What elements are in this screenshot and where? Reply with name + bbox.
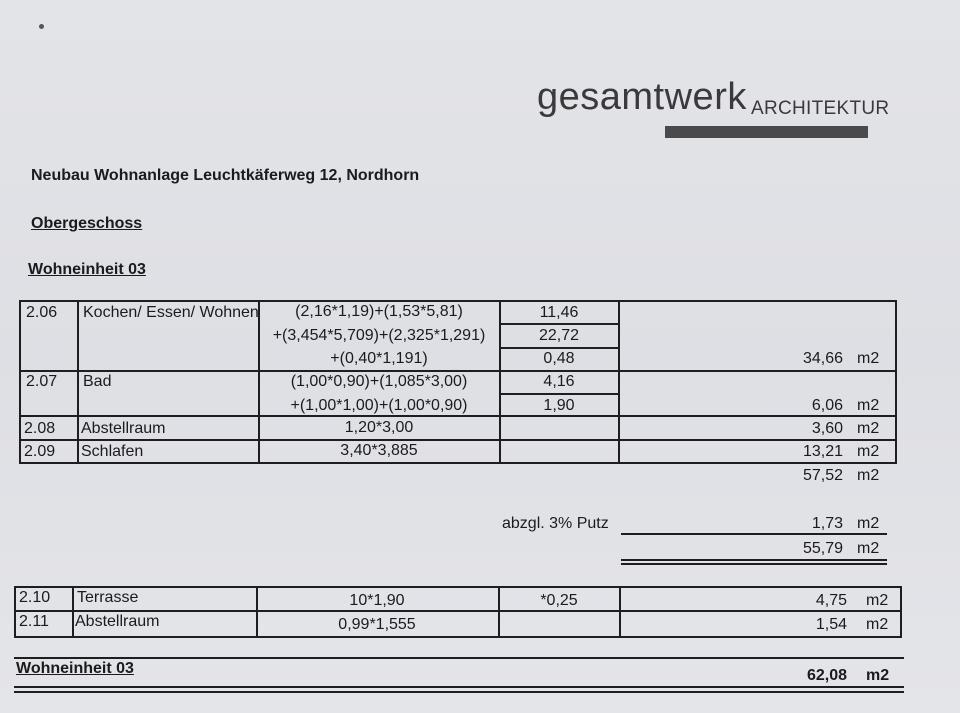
total-rule-top [14, 657, 904, 659]
formula: (1,00*0,90)+(1,085*3,00) [290, 373, 468, 390]
room-name: Bad [83, 373, 112, 390]
punch-dot [39, 24, 44, 29]
table-line [895, 300, 897, 464]
area-unit: m2 [866, 667, 890, 684]
room-area: 3,60 [811, 420, 843, 437]
area-unit: m2 [857, 515, 880, 532]
room-name: Terrasse [77, 589, 139, 606]
subtotal: 22,72 [538, 327, 580, 344]
room-name: Abstellraum [75, 613, 160, 630]
table-line [72, 586, 74, 638]
area-unit: m2 [866, 616, 889, 633]
logo-wordmark: gesamtwerk [537, 76, 747, 118]
formula: +(1,00*1,00)+(1,00*0,90) [290, 397, 468, 414]
subtotal-rule [621, 533, 887, 535]
subtotal: 4,16 [543, 373, 575, 390]
room-name: Abstellraum [81, 420, 166, 437]
table-line [14, 636, 902, 638]
deduction-value: 1,73 [811, 515, 843, 532]
table-line [619, 586, 621, 638]
table-line [499, 323, 619, 325]
area-unit: m2 [857, 443, 880, 460]
room-number: 2.10 [19, 589, 51, 606]
table-line [19, 300, 21, 464]
formula: 0,99*1,555 [338, 616, 416, 633]
room-number: 2.07 [26, 373, 58, 390]
formula: 10*1,90 [349, 592, 405, 609]
room-area: 4,75 [815, 592, 847, 609]
project-title: Neubau Wohnanlage Leuchtkäferweg 12, Nordhorn [31, 167, 420, 184]
table-line [19, 439, 897, 441]
formula: 3,40*3,885 [340, 442, 418, 459]
area-unit: m2 [857, 350, 880, 367]
formula: 1,20*3,00 [344, 419, 414, 436]
area-unit: m2 [857, 420, 880, 437]
table-line [499, 393, 619, 395]
formula: +(3,454*5,709)+(2,325*1,291) [272, 327, 486, 344]
area-unit: m2 [866, 592, 889, 609]
unit-heading: Wohneinheit 03 [28, 261, 146, 278]
deduction-label: abzgl. 3% Putz [502, 515, 609, 532]
subtotal: 1,90 [543, 397, 575, 414]
subtotal: 11,46 [539, 304, 579, 321]
room-area: 34,66 [802, 350, 843, 367]
factor: *0,25 [540, 592, 578, 609]
table-line [19, 462, 897, 464]
table-line [256, 586, 258, 638]
room-number: 2.06 [26, 304, 58, 321]
table-line [499, 300, 501, 464]
area-unit: m2 [857, 397, 880, 414]
table-line [498, 586, 500, 638]
room-number: 2.09 [24, 443, 56, 460]
logo-suffix: ARCHITEKTUR [751, 98, 890, 119]
table-line [618, 300, 620, 464]
double-rule [621, 563, 887, 565]
room-area: 6,06 [811, 397, 843, 414]
total-double-rule [14, 691, 904, 693]
total-label: Wohneinheit 03 [16, 660, 134, 677]
room-area: 13,21 [802, 443, 843, 460]
table-line [258, 300, 260, 464]
total-double-rule [14, 686, 904, 688]
room-area: 1,54 [815, 616, 847, 633]
room-number: 2.11 [19, 613, 49, 630]
table-line [14, 586, 16, 638]
table-line [14, 586, 902, 588]
floor-heading: Obergeschoss [31, 215, 143, 232]
area-unit: m2 [857, 540, 880, 557]
net-value: 55,79 [802, 540, 843, 557]
formula: +(0,40*1,191) [330, 350, 428, 367]
table-line [900, 586, 902, 638]
sum-value: 57,52 [802, 467, 843, 484]
logo-bar [665, 126, 868, 138]
room-name: Schlafen [81, 443, 144, 460]
room-name: Kochen/ Essen/ Wohnen [83, 304, 259, 321]
area-unit: m2 [857, 467, 880, 484]
table-line [77, 300, 79, 464]
room-number: 2.08 [24, 420, 56, 437]
formula: (2,16*1,19)+(1,53*5,81) [295, 303, 463, 320]
double-rule [621, 559, 887, 561]
subtotal: 0,48 [543, 350, 575, 367]
total-value: 62,08 [806, 667, 847, 684]
